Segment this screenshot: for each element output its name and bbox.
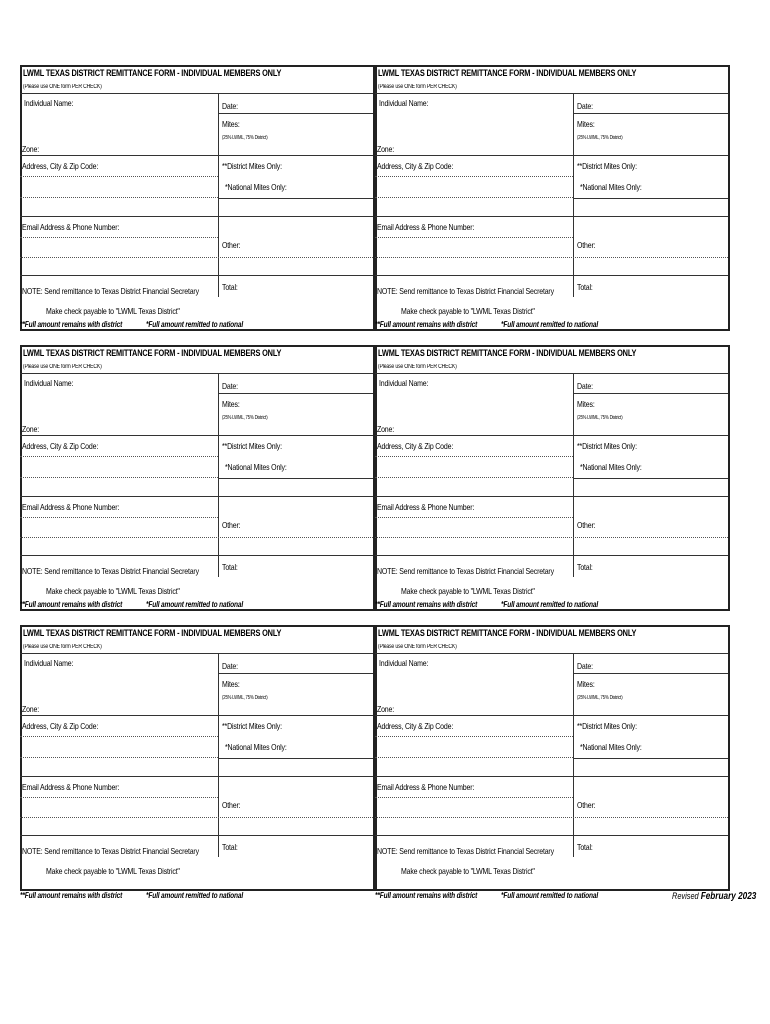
other-label: Other: [222, 240, 241, 250]
national-footnote: *Full amount remitted to national [146, 320, 244, 329]
date-label: Date: [577, 381, 593, 391]
form-title: LWML TEXAS DISTRICT REMITTANCE FORM - INDIVIDUAL MEMBERS ONLY [23, 68, 282, 78]
national-footnote: *Full amount remitted to national [501, 320, 599, 329]
split-note: (25% LWML, 75% District) [222, 135, 268, 141]
national-mites-label: *National Mites Only: [580, 182, 642, 192]
note-label: NOTE: Send remittance to Texas District Financial Secretary [22, 286, 199, 296]
national-mites-label: *National Mites Only: [580, 742, 642, 752]
individual-name-label: Individual Name: [379, 378, 429, 388]
split-note: (25% LWML, 75% District) [577, 135, 623, 141]
form-title: LWML TEXAS DISTRICT REMITTANCE FORM - INDIVIDUAL MEMBERS ONLY [378, 348, 637, 358]
split-note: (25% LWML, 75% District) [577, 695, 623, 701]
other-label: Other: [577, 240, 596, 250]
zone-label: Zone: [22, 704, 40, 714]
revised-date: February 2023 [700, 891, 757, 902]
total-label: Total: [577, 842, 593, 852]
total-label: Total: [577, 282, 593, 292]
address-label: Address, City & Zip Code: [377, 441, 454, 451]
split-note: (25% LWML, 75% District) [222, 415, 268, 421]
revised-label: Revised [672, 891, 699, 901]
total-label: Total: [222, 842, 238, 852]
payable-label: Make check payable to "LWML Texas District" [401, 306, 535, 316]
national-mites-label: *National Mites Only: [580, 462, 642, 472]
form-subtitle: (Please use ONE form PER CHECK) [378, 364, 457, 370]
zone-label: Zone: [22, 424, 40, 434]
form-subtitle: (Please use ONE form PER CHECK) [23, 364, 102, 370]
address-label: Address, City & Zip Code: [377, 161, 454, 171]
district-footnote: **Full amount remains with district [375, 891, 478, 900]
district-mites-label: **District Mites Only: [222, 161, 282, 171]
district-footnote: **Full amount remains with district [375, 320, 478, 329]
mites-label: Mites: [577, 679, 595, 689]
district-mites-label: **District Mites Only: [577, 161, 637, 171]
total-label: Total: [222, 282, 238, 292]
form-title: LWML TEXAS DISTRICT REMITTANCE FORM - INDIVIDUAL MEMBERS ONLY [23, 348, 282, 358]
date-label: Date: [222, 661, 238, 671]
individual-name-label: Individual Name: [24, 658, 74, 668]
other-label: Other: [577, 520, 596, 530]
date-label: Date: [222, 101, 238, 111]
payable-label: Make check payable to "LWML Texas District" [46, 306, 180, 316]
revised-note [672, 891, 756, 902]
email-label: Email Address & Phone Number: [22, 782, 120, 792]
email-label: Email Address & Phone Number: [377, 782, 475, 792]
form-subtitle: (Please use ONE form PER CHECK) [378, 84, 457, 90]
district-footnote: **Full amount remains with district [20, 320, 123, 329]
mites-label: Mites: [577, 399, 595, 409]
zone-label: Zone: [22, 144, 40, 154]
remittance-form-4 [375, 345, 730, 625]
total-label: Total: [222, 562, 238, 572]
payable-label: Make check payable to "LWML Texas District" [401, 866, 535, 876]
zone-label: Zone: [377, 424, 395, 434]
district-footnote: **Full amount remains with district [375, 600, 478, 609]
note-label: NOTE: Send remittance to Texas District Financial Secretary [377, 846, 554, 856]
note-label: NOTE: Send remittance to Texas District Financial Secretary [377, 286, 554, 296]
form-title: LWML TEXAS DISTRICT REMITTANCE FORM - INDIVIDUAL MEMBERS ONLY [378, 68, 637, 78]
remittance-form-3 [20, 345, 375, 625]
district-mites-label: **District Mites Only: [577, 441, 637, 451]
address-label: Address, City & Zip Code: [22, 161, 99, 171]
national-mites-label: *National Mites Only: [225, 462, 287, 472]
note-label: NOTE: Send remittance to Texas District Financial Secretary [377, 566, 554, 576]
district-footnote: **Full amount remains with district [20, 600, 123, 609]
district-mites-label: **District Mites Only: [222, 721, 282, 731]
national-footnote: *Full amount remitted to national [146, 891, 244, 900]
form-subtitle: (Please use ONE form PER CHECK) [378, 644, 457, 650]
mites-label: Mites: [222, 679, 240, 689]
email-label: Email Address & Phone Number: [22, 502, 120, 512]
mites-label: Mites: [222, 399, 240, 409]
payable-label: Make check payable to "LWML Texas District" [46, 586, 180, 596]
national-footnote: *Full amount remitted to national [501, 891, 599, 900]
address-label: Address, City & Zip Code: [377, 721, 454, 731]
national-mites-label: *National Mites Only: [225, 182, 287, 192]
district-mites-label: **District Mites Only: [222, 441, 282, 451]
zone-label: Zone: [377, 704, 395, 714]
email-label: Email Address & Phone Number: [377, 502, 475, 512]
split-note: (25% LWML, 75% District) [577, 415, 623, 421]
remittance-form-1 [20, 65, 375, 345]
date-label: Date: [222, 381, 238, 391]
form-title: LWML TEXAS DISTRICT REMITTANCE FORM - INDIVIDUAL MEMBERS ONLY [23, 628, 282, 638]
national-mites-label: *National Mites Only: [225, 742, 287, 752]
other-label: Other: [222, 800, 241, 810]
payable-label: Make check payable to "LWML Texas District" [46, 866, 180, 876]
individual-name-label: Individual Name: [379, 658, 429, 668]
form-title: LWML TEXAS DISTRICT REMITTANCE FORM - INDIVIDUAL MEMBERS ONLY [378, 628, 637, 638]
individual-name-label: Individual Name: [24, 378, 74, 388]
district-footnote: **Full amount remains with district [20, 891, 123, 900]
email-label: Email Address & Phone Number: [22, 222, 120, 232]
address-label: Address, City & Zip Code: [22, 721, 99, 731]
address-label: Address, City & Zip Code: [22, 441, 99, 451]
other-label: Other: [577, 800, 596, 810]
date-label: Date: [577, 101, 593, 111]
remittance-form-6 [375, 625, 730, 905]
mites-label: Mites: [577, 119, 595, 129]
remittance-form-5 [20, 625, 375, 905]
national-footnote: *Full amount remitted to national [501, 600, 599, 609]
national-footnote: *Full amount remitted to national [146, 600, 244, 609]
other-label: Other: [222, 520, 241, 530]
split-note: (25% LWML, 75% District) [222, 695, 268, 701]
date-label: Date: [577, 661, 593, 671]
note-label: NOTE: Send remittance to Texas District Financial Secretary [22, 846, 199, 856]
zone-label: Zone: [377, 144, 395, 154]
district-mites-label: **District Mites Only: [577, 721, 637, 731]
individual-name-label: Individual Name: [379, 98, 429, 108]
individual-name-label: Individual Name: [24, 98, 74, 108]
mites-label: Mites: [222, 119, 240, 129]
payable-label: Make check payable to "LWML Texas District" [401, 586, 535, 596]
note-label: NOTE: Send remittance to Texas District Financial Secretary [22, 566, 199, 576]
form-subtitle: (Please use ONE form PER CHECK) [23, 644, 102, 650]
remittance-form-2 [375, 65, 730, 345]
form-subtitle: (Please use ONE form PER CHECK) [23, 84, 102, 90]
email-label: Email Address & Phone Number: [377, 222, 475, 232]
total-label: Total: [577, 562, 593, 572]
